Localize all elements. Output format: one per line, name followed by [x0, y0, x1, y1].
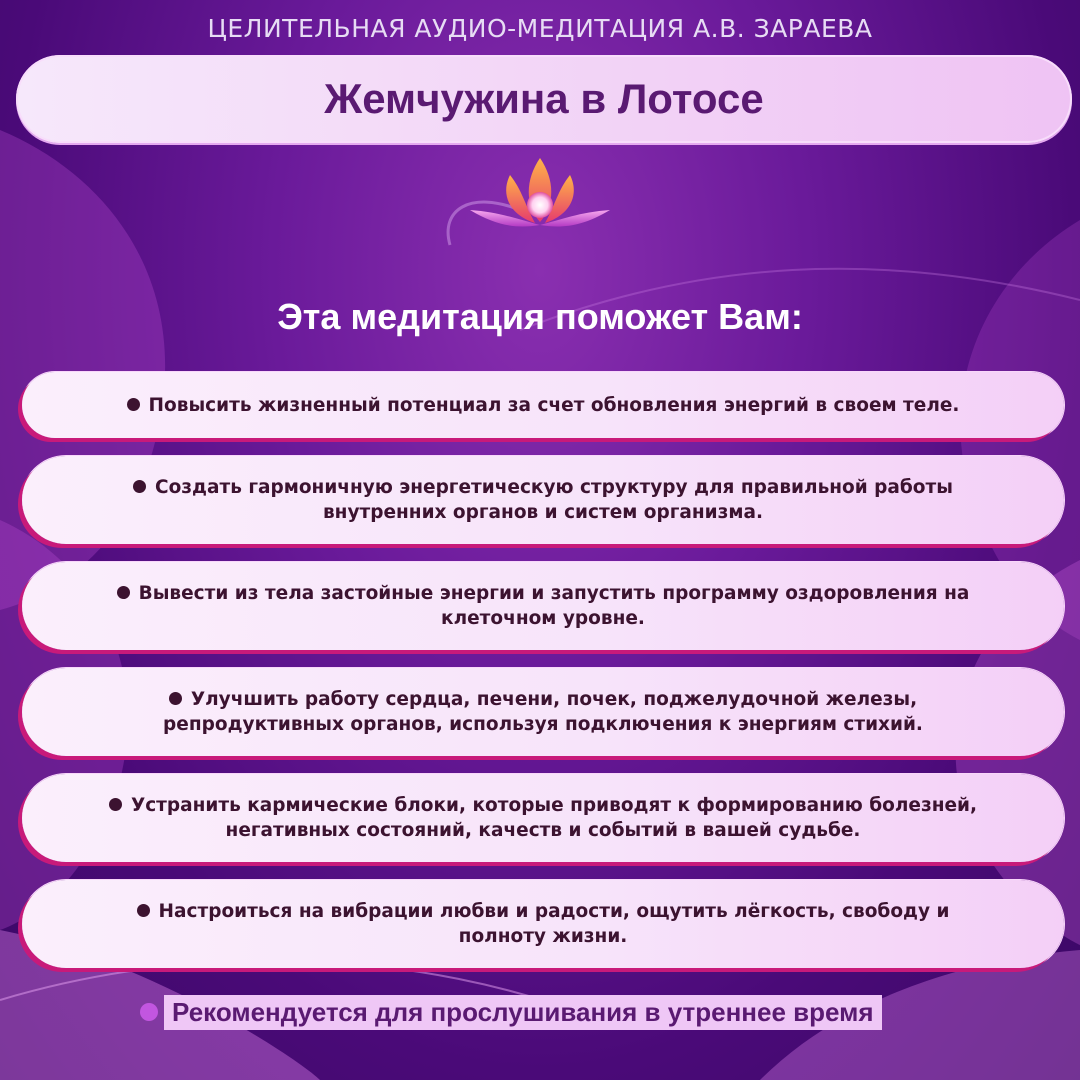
bullet-icon: [109, 798, 122, 811]
benefits-heading: Эта медитация поможет Вам:: [277, 296, 803, 337]
benefit-text: Настроиться на вибрации любви и радости, ощутить лёгкость, свободу и: [158, 901, 950, 922]
recommendation-note: [140, 992, 882, 1032]
meditation-title: Жемчужина в Лотосе: [324, 75, 764, 122]
recommendation-text: Рекомендуется для прослушивания в утреннее время: [164, 995, 882, 1030]
bullet-icon: [133, 480, 146, 493]
benefit-text: Вывести из тела застойные энергии и запустить программу оздоровления на: [138, 583, 970, 604]
benefit-text-cont: клеточном уровне.: [441, 608, 645, 629]
benefit-text-cont: полноту жизни.: [458, 926, 628, 947]
benefit-card-6: [22, 880, 1064, 968]
benefit-card-1: [22, 372, 1064, 438]
benefit-text: Повысить жизненный потенциал за счет обновления энергий в своем теле.: [148, 394, 960, 416]
benefit-card-3: [22, 562, 1064, 650]
bullet-icon: [137, 904, 150, 917]
benefit-card-4: [22, 668, 1064, 756]
benefit-text-cont: негативных состояний, качеств и событий в вашей судьбе.: [225, 820, 861, 841]
benefit-text: Создать гармоничную энергетическую структуру для правильной работы: [155, 477, 953, 498]
benefit-text: Устранить кармические блоки, которые приводят к формированию болезней,: [130, 795, 978, 816]
benefit-text-cont: внутренних органов и систем организма.: [322, 502, 764, 523]
bullet-icon: [127, 398, 140, 411]
benefit-card-5: [22, 774, 1064, 862]
benefit-text: Улучшить работу сердца, печени, почек, поджелудочной железы,: [190, 689, 918, 710]
series-caption: ЦЕЛИТЕЛЬНАЯ АУДИО-МЕДИТАЦИЯ А.В. ЗАРАЕВА: [207, 14, 873, 43]
bullet-icon: [140, 1003, 158, 1021]
benefit-card-2: [22, 456, 1064, 544]
benefit-text-cont: репродуктивных органов, используя подключения к энергиям стихий.: [163, 714, 923, 735]
lotus-icon: [430, 150, 650, 260]
bullet-icon: [169, 692, 182, 705]
title-banner: [16, 55, 1072, 143]
bullet-icon: [117, 586, 130, 599]
